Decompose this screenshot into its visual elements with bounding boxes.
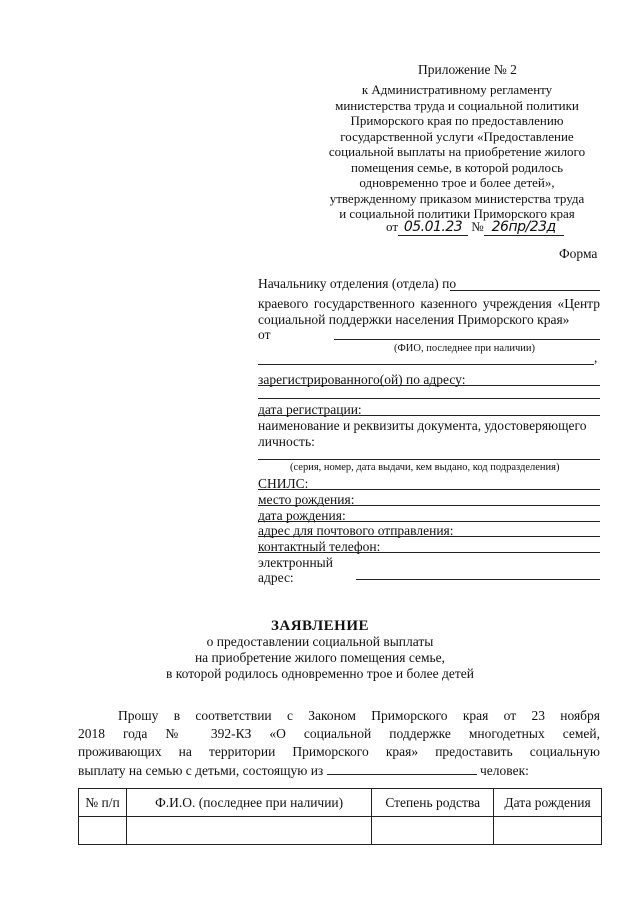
order-date-handwritten: 05.01.23 — [398, 219, 468, 236]
institution-line-2: социальной поддержки населения Приморского края» — [258, 312, 570, 327]
registered-address-label: зарегистрированного(ой) по адресу: — [258, 372, 466, 387]
col-relation-header: Степень родства — [372, 789, 494, 817]
appendix-title: Приложение № 2 — [418, 62, 517, 77]
regulation-line: к Административному регламенту — [361, 82, 553, 97]
email-label: электронный — [258, 555, 333, 570]
postal-address-field[interactable] — [258, 536, 600, 537]
order-date-number — [386, 219, 564, 236]
email-label-2: адрес: — [258, 570, 294, 585]
statement-subtitle-3: в которой родилось одновременно трое и более детей — [166, 666, 474, 681]
snils-field[interactable] — [258, 489, 600, 490]
phone-label: контактный телефон: — [258, 539, 381, 554]
fio-hint: (ФИО, последнее при наличии) — [394, 343, 536, 354]
col-name-header: Ф.И.О. (последнее при наличии) — [126, 789, 371, 817]
regulation-line: одновременно трое и более детей», — [359, 175, 555, 190]
body-line-4-suffix: человек: — [480, 763, 529, 778]
regulation-line: Приморского края по предоставлению — [350, 113, 564, 128]
identity-document-field[interactable] — [258, 459, 600, 460]
birthdate-field[interactable] — [258, 521, 600, 522]
order-number-handwritten: 26пр/23д — [484, 219, 564, 236]
head-of-department-label: Начальнику отделения (отдела) по — [258, 276, 457, 291]
statement-subtitle-2: на приобретение жилого помещения семье, — [194, 650, 446, 665]
document-hint: (серия, номер, дата выдачи, кем выдано, код подразделения) — [290, 462, 560, 473]
regulation-reference — [318, 82, 596, 222]
number-prefix: № — [471, 219, 484, 234]
identity-document-label-2: личность: — [258, 434, 315, 449]
registration-date-label: дата регистрации: — [258, 402, 362, 417]
table-header-row — [79, 789, 602, 817]
statement-subtitle-1: о предоставлении социальной выплаты — [206, 634, 434, 649]
applicant-name-field-2[interactable] — [258, 364, 594, 365]
birthdate-label: дата рождения: — [258, 508, 346, 523]
statement-title: ЗАЯВЛЕНИЕ — [270, 618, 370, 634]
regulation-line: министерства труда и социальной политики — [335, 97, 579, 113]
body-line-2: 2018 года № 392-КЗ «О социальной поддержке многодетных семей, — [78, 726, 600, 741]
snils-label: СНИЛС: — [258, 476, 309, 491]
department-field[interactable] — [450, 290, 600, 291]
email-field[interactable] — [356, 579, 600, 580]
birthplace-field[interactable] — [258, 505, 600, 506]
col-birthdate-header: Дата рождения — [494, 789, 602, 817]
col-number-header: № п/п — [79, 789, 127, 817]
table-cell[interactable] — [372, 817, 494, 845]
regulation-line: утвержденному приказом министерства труда — [329, 190, 585, 206]
registered-address-field[interactable] — [258, 385, 600, 386]
table-cell[interactable] — [79, 817, 127, 845]
body-line-1: Прошу в соответствии с Законом Приморского края от 23 ноября — [118, 708, 600, 723]
body-line-3: проживающих на территории Приморского края» предоставить социальную — [78, 744, 600, 759]
registration-date-field[interactable] — [258, 415, 600, 416]
applicant-name-field[interactable] — [334, 339, 600, 340]
registered-address-field-2[interactable] — [258, 398, 600, 399]
body-line-4 — [78, 762, 600, 779]
regulation-line: государственной услуги «Предоставление — [340, 128, 574, 144]
family-size-field[interactable] — [327, 762, 477, 775]
from-label: от — [258, 327, 271, 342]
table-cell[interactable] — [126, 817, 371, 845]
comma: , — [594, 350, 598, 365]
regulation-line: социальной выплаты на приобретение жилого — [328, 144, 586, 159]
regulation-line: помещения семье, в которой родилось — [350, 159, 564, 175]
date-prefix: от — [386, 219, 399, 234]
form-label: Форма — [559, 246, 598, 261]
regulation-line: и социальной политики Приморского края — [339, 206, 575, 221]
table-cell[interactable] — [494, 817, 602, 845]
table-row — [79, 817, 602, 845]
body-line-4-text: выплату на семью с детьми, состоящую из — [78, 763, 324, 778]
identity-document-label: наименование и реквизиты документа, удостоверяющего — [258, 418, 587, 433]
phone-field[interactable] — [258, 552, 600, 553]
institution-line-1: краевого государственного казенного учреждения «Центр — [258, 296, 600, 311]
birthplace-label: место рождения: — [258, 492, 355, 507]
postal-address-label: адрес для почтового отправления: — [258, 523, 454, 538]
family-members-table — [78, 788, 602, 845]
